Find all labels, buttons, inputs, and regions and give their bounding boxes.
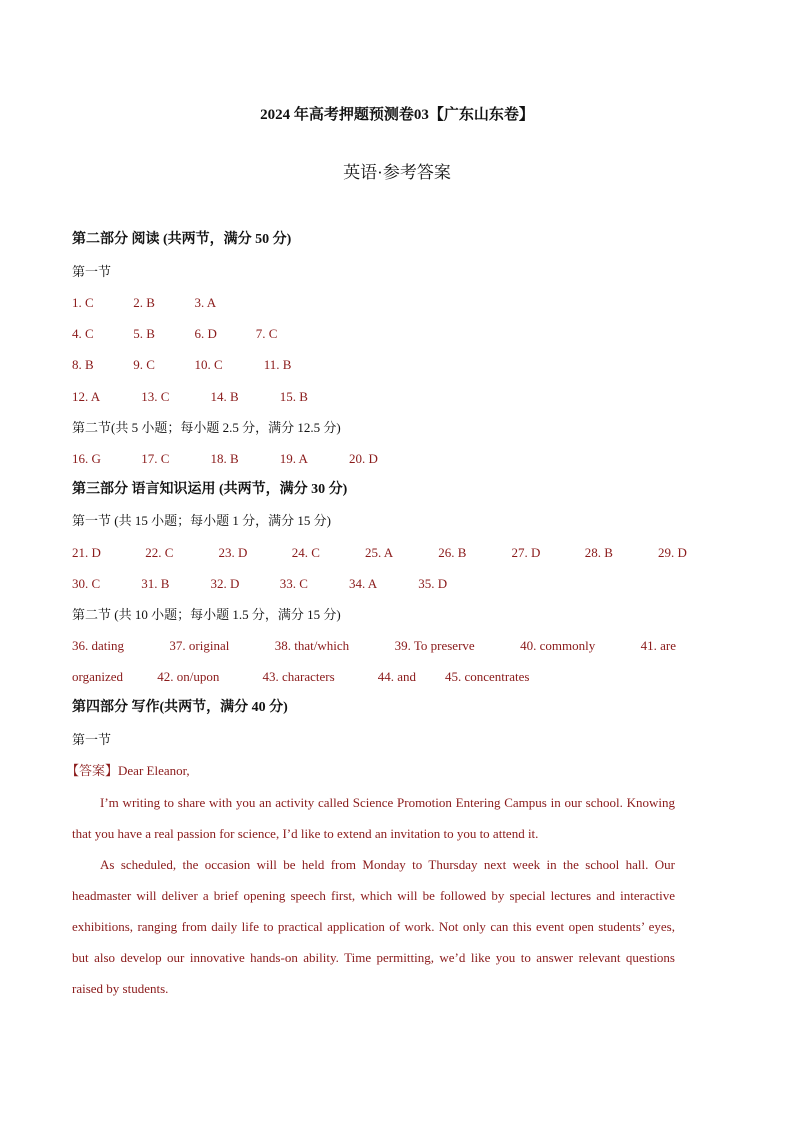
- answer-salutation-line: [66, 761, 670, 781]
- answer-item: 12. A: [72, 389, 101, 404]
- answer-item: 38. that/which: [274, 638, 350, 653]
- answer-item: 11. B: [263, 357, 292, 372]
- answer-item: 41. are: [640, 638, 676, 653]
- answer-item: 28. B: [584, 545, 613, 560]
- answer-row: [72, 667, 676, 687]
- answer-item: 19. A: [279, 451, 308, 466]
- answer-item: 45. concentrates: [445, 669, 530, 684]
- answer-item: 7. C: [255, 326, 278, 341]
- answer-item: 20. D: [349, 451, 378, 466]
- answer-row: [72, 324, 676, 344]
- answer-item: 30. C: [72, 576, 101, 591]
- answer-item: 9. C: [133, 357, 155, 372]
- answer-item: 2. B: [133, 295, 155, 310]
- part2-heading: 第二部分 阅读 (共两节，满分 50 分): [72, 232, 292, 247]
- answer-row: [72, 636, 676, 656]
- answer-row: [72, 449, 676, 469]
- answer-item: 43. characters: [262, 669, 335, 684]
- part3-heading: 第三部分 语言知识运用 (共两节，满分 30 分): [72, 482, 348, 497]
- page-title: 2024 年高考押题预测卷03【广东山东卷】: [260, 107, 534, 123]
- answer-tag: 【答案】: [66, 763, 119, 778]
- answer-item: 23. D: [218, 545, 248, 560]
- answer-row: [72, 543, 687, 563]
- part4-heading: 第四部分 写作(共两节，满分 40 分): [72, 700, 288, 715]
- answer-item: 13. C: [141, 389, 170, 404]
- answer-item: 44. and: [377, 669, 417, 684]
- answer-item: 14. B: [210, 389, 239, 404]
- answer-item: 17. C: [141, 451, 170, 466]
- answer-row: [72, 387, 676, 407]
- answer-item: 32. D: [210, 576, 240, 591]
- answer-item: 26. B: [438, 545, 467, 560]
- answer-item: 15. B: [279, 389, 308, 404]
- part3-section1-label: 第一节 (共 15 小题；每小题 1 分，满分 15 分): [72, 513, 331, 528]
- answer-item: 31. B: [141, 576, 170, 591]
- answer-item: 10. C: [194, 357, 223, 372]
- answer-item: 29. D: [658, 545, 687, 560]
- answer-item: 34. A: [349, 576, 378, 591]
- answer-item: 25. A: [365, 545, 394, 560]
- essay-paragraph-2: As scheduled, the occasion will be held from Monday to Thursday next week in the school hall. Our headmaster will deliver a brief opening speech first, which will be followed by special lectures and interactive exhibitions, ranging from daily life to practical application of work. Not only can this event open students’ eyes, but also develop our innovative hands-on ability. Time permitting, we’d like you to answer relevant questions raised by students.: [72, 857, 675, 996]
- answer-item: 6. D: [194, 326, 217, 341]
- answer-item: 1. C: [72, 295, 94, 310]
- answer-item: 35. D: [418, 576, 448, 591]
- answer-item: 39. To preserve: [394, 638, 475, 653]
- answer-item: 40. commonly: [520, 638, 596, 653]
- answer-item: 5. B: [133, 326, 155, 341]
- answer-item: 37. original: [169, 638, 230, 653]
- part2-section1-label: 第一节: [72, 264, 112, 279]
- salutation: Dear Eleanor,: [118, 763, 190, 778]
- answer-row: [72, 574, 676, 594]
- answer-item: 21. D: [72, 545, 101, 560]
- answer-item: 36. dating: [72, 638, 124, 653]
- answer-item: 27. D: [511, 545, 541, 560]
- answer-item: 18. B: [210, 451, 239, 466]
- answer-item: 4. C: [72, 326, 94, 341]
- essay-paragraph-1: I’m writing to share with you an activity called Science Promotion Entering Campus in our school. Knowing that you have a real passion for science, I’d like to extend an invitation to you to attend it.: [72, 795, 675, 841]
- answer-item: 22. C: [145, 545, 174, 560]
- part2-section2-label: 第二节(共 5 小题；每小题 2.5 分，满分 12.5 分): [72, 420, 341, 435]
- answer-row: [72, 293, 676, 313]
- answer-item: 8. B: [72, 357, 94, 372]
- answer-item: 42. on/upon: [157, 669, 220, 684]
- part4-section1-label: 第一节: [72, 732, 112, 747]
- answer-item: 33. C: [279, 576, 308, 591]
- answer-item: 16. G: [72, 451, 101, 466]
- part3-section2-label: 第二节 (共 10 小题；每小题 1.5 分，满分 15 分): [72, 607, 341, 622]
- answer-item: 3. A: [194, 295, 217, 310]
- answer-item: organized: [72, 669, 124, 684]
- answer-row: [72, 355, 676, 375]
- answer-item: 24. C: [291, 545, 320, 560]
- page-subtitle: 英语·参考答案: [343, 163, 451, 182]
